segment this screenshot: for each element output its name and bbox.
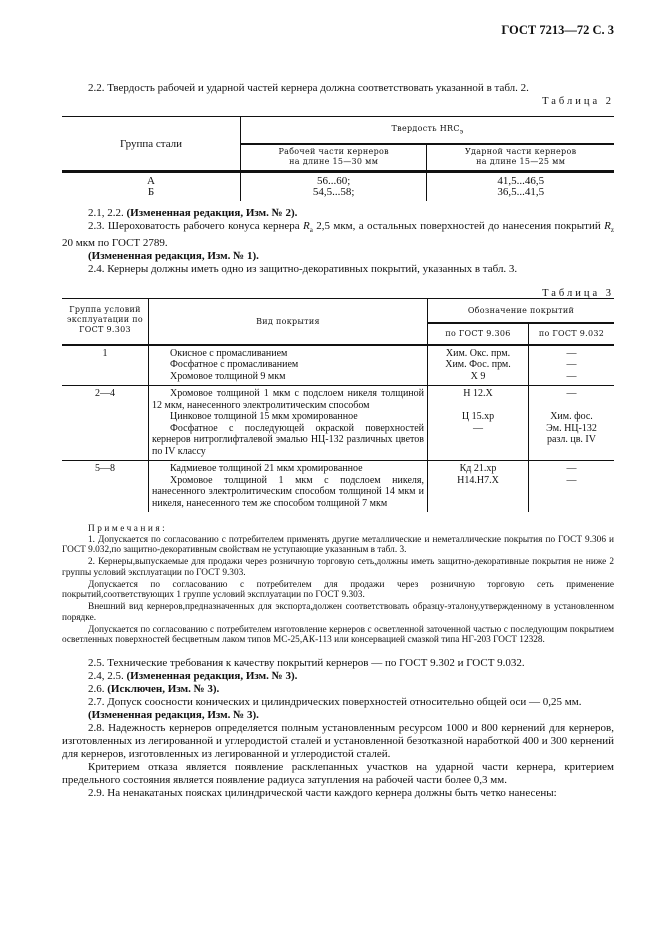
amendment-2-1 xyxy=(62,207,614,220)
text: a xyxy=(309,226,313,235)
table3-header-group: Группа условий эксплуатации по ГОСТ 9.303 xyxy=(62,299,149,345)
coating-item: Фосфатное с последующей окраской поверхностей кернеров нитроглифталевой эмалью НЦ-132 различных цветов по IV классу xyxy=(152,422,424,457)
cell-group: 1 xyxy=(102,347,108,359)
cell-9032: — Хим. фос. Эм. НЦ-132 разл. цв. IV xyxy=(529,386,615,461)
paragraph-2-8: 2.8. Надежность кернеров определяется полным установленным ресурсом 1000 и 800 кернений для кернеров, изготовленных из легированной и углеродистой сталей и установленной безотказной наработкой 400 и 300 кернений для кернеров, изготовленных из легированной и углеродистой сталей. xyxy=(62,722,614,760)
table3-header-type: Вид покрытия xyxy=(149,299,428,345)
table3-header-designation: Обозначение покрытий xyxy=(428,299,615,323)
paragraph-2-7: 2.7. Допуск соосности конических и цилиндрических поверхностей относительно общей оси — 0,25 мм. xyxy=(88,696,582,708)
paragraph-2-8-criteria: Критерием отказа является появление расклепанных участков на ударной части кернера, критерием предельного состояния является появление радиуса затупления на рабочей части более 0,3 мм. xyxy=(62,761,614,786)
note-item: 2. Кернеры,выпускаемые для продажи через розничную торговую сеть,должны иметь защитно-декоративные покрытия не ниже 2 группы условий эксплуатации по ГОСТ 9.303. xyxy=(62,557,614,578)
table-row xyxy=(62,386,614,461)
table2-header-group: Группа стали xyxy=(62,117,241,172)
text: 20 мкм по ГОСТ 2789. xyxy=(62,237,168,250)
coating-item: Хромовое толщиной 1 мкм с подслоем никеля толщиной 12 мкм, нанесенного электролитическим способом xyxy=(152,388,424,411)
notes xyxy=(62,524,614,646)
paragraph-2-2: 2.2. Твердость рабочей и ударной частей кернера должна соответствовать указанной в табл. 2. xyxy=(88,82,529,94)
cell-work: 56...60; xyxy=(317,175,351,187)
text: R xyxy=(303,220,310,232)
text: z xyxy=(610,226,614,235)
section-2-2 xyxy=(62,82,614,108)
hardness-label: Твердость HRC xyxy=(391,123,460,133)
cell-impact: 36,5...41,5 xyxy=(497,186,545,198)
paragraph-2-3 xyxy=(62,220,614,250)
table2-header-work: Рабочей части кернеров на длине 15—30 мм xyxy=(241,144,427,172)
amendment-num: 2.6. xyxy=(88,683,108,695)
text: 2,5 мкм, а остальных поверхностей до нанесения покрытий xyxy=(312,220,605,232)
amendment-text: (Исключен, Изм. № 3). xyxy=(107,683,220,695)
coating-item: Хромовое толщиной 1 мкм с подслоем никеля, нанесенного электролитическим способом толщиной 14 мкм и никеля, нанесенного тем же способом толщиной 7 мкм xyxy=(152,474,424,509)
amendment-2-7: (Измененная редакция, Изм. № 3). xyxy=(88,709,259,721)
cell-9306: Кд 21.хр Н14.Н7.Х xyxy=(428,461,529,513)
notes-title: Примечания: xyxy=(88,524,168,534)
table2-caption: Таблица 2 xyxy=(542,96,614,107)
coating-item: Хромовое толщиной 9 мкм xyxy=(170,370,286,382)
paragraph-2-9: 2.9. На ненакатаных поясках цилиндрической части каждого кернера должны быть четко нанесены: xyxy=(88,787,557,799)
paragraph-2-4: 2.4. Кернеры должны иметь одно из защитно-декоративных покрытий, указанных в табл. 3. xyxy=(88,263,518,276)
cell-9306: Хим. Окс. прм. Хим. Фос. прм. Х 9 xyxy=(428,345,529,386)
cell-group: Б xyxy=(147,186,155,198)
cell-9032: — — — xyxy=(529,345,615,386)
coating-item: Цинковое толщиной 15 мкм хромированное xyxy=(170,411,358,422)
cell-9306: Н 12.Х Ц 15.хр — xyxy=(428,386,529,461)
note-item: Допускается по согласованию с потребителем для продажи через розничную торговую сеть применение покрытий,соответствующих 1 группе условий эксплуатации по ГОСТ 9.303. xyxy=(62,579,614,600)
note-item: 1. Допускается по согласованию с потребителем применять другие металлические и неметаллические покрытия по ГОСТ 9.306 и ГОСТ 9.032,по защитно-декоративным свойствам не уступающие указанным в табл. 3. xyxy=(62,534,614,555)
cell-group: А xyxy=(147,175,155,187)
table3-header-9306: по ГОСТ 9.306 xyxy=(428,323,529,345)
cell-work: 54,5...58; xyxy=(312,186,355,198)
amendment-2-3: (Измененная редакция, Изм. № 1). xyxy=(88,250,259,263)
coating-item: Кадмиевое толщиной 21 мкм хромированное xyxy=(170,463,363,474)
note-item: Внешний вид кернеров,предназначенных для экспорта,должен соответствовать образцу-эталону,утвержденному в установленном порядке. xyxy=(62,602,614,623)
text: R xyxy=(604,220,611,232)
amendment-text: (Измененная редакция, Изм. № 3). xyxy=(126,670,298,682)
table-2 xyxy=(62,116,614,201)
section-2-5 xyxy=(62,657,614,800)
coating-item: Окисное с промасливанием xyxy=(170,347,288,359)
paragraph-2-6 xyxy=(62,683,614,696)
hardness-subscript: э xyxy=(459,128,464,136)
table-row xyxy=(62,345,614,386)
table2-header-impact: Ударной части кернеров на длине 15—25 мм xyxy=(427,144,614,172)
amendment-num: 2.4, 2.5. xyxy=(88,670,127,682)
section-2-3 xyxy=(62,207,614,300)
cell-9032: — — xyxy=(529,461,615,513)
text: 2.3. Шероховатость рабочего конуса кернера xyxy=(88,220,303,232)
table-3 xyxy=(62,298,614,512)
cell-group: 5—8 xyxy=(95,463,115,474)
table3-caption: Таблица 3 xyxy=(542,288,614,300)
table2-header-hardness xyxy=(241,117,615,144)
page-header: ГОСТ 7213—72 С. 3 xyxy=(501,23,614,37)
coating-item: Фосфатное с промасливанием xyxy=(170,359,299,370)
paragraph-2-5: 2.5. Технические требования к качеству покрытий кернеров — по ГОСТ 9.302 и ГОСТ 9.032. xyxy=(88,657,525,669)
table3-header-9032: по ГОСТ 9.032 xyxy=(529,323,615,345)
amendment-num: 2.1, 2.2. xyxy=(88,207,127,219)
amendment-text: (Измененная редакция, Изм. № 2). xyxy=(126,207,298,219)
table-row xyxy=(62,172,614,202)
note-item: Допускается по согласованию с потребителем изготовление кернеров с осветленной заточенной частью с последующим покрытием осветленных поверхностей бесцветным лаком типов МС-25,АК-113 или консервацией смазкой типа НГ-203 ГОСТ 12328. xyxy=(62,624,614,645)
cell-group: 2—4 xyxy=(95,388,115,399)
table-row xyxy=(62,461,614,513)
amendment-2-4 xyxy=(62,670,614,683)
cell-impact: 41,5...46,5 xyxy=(497,175,545,187)
